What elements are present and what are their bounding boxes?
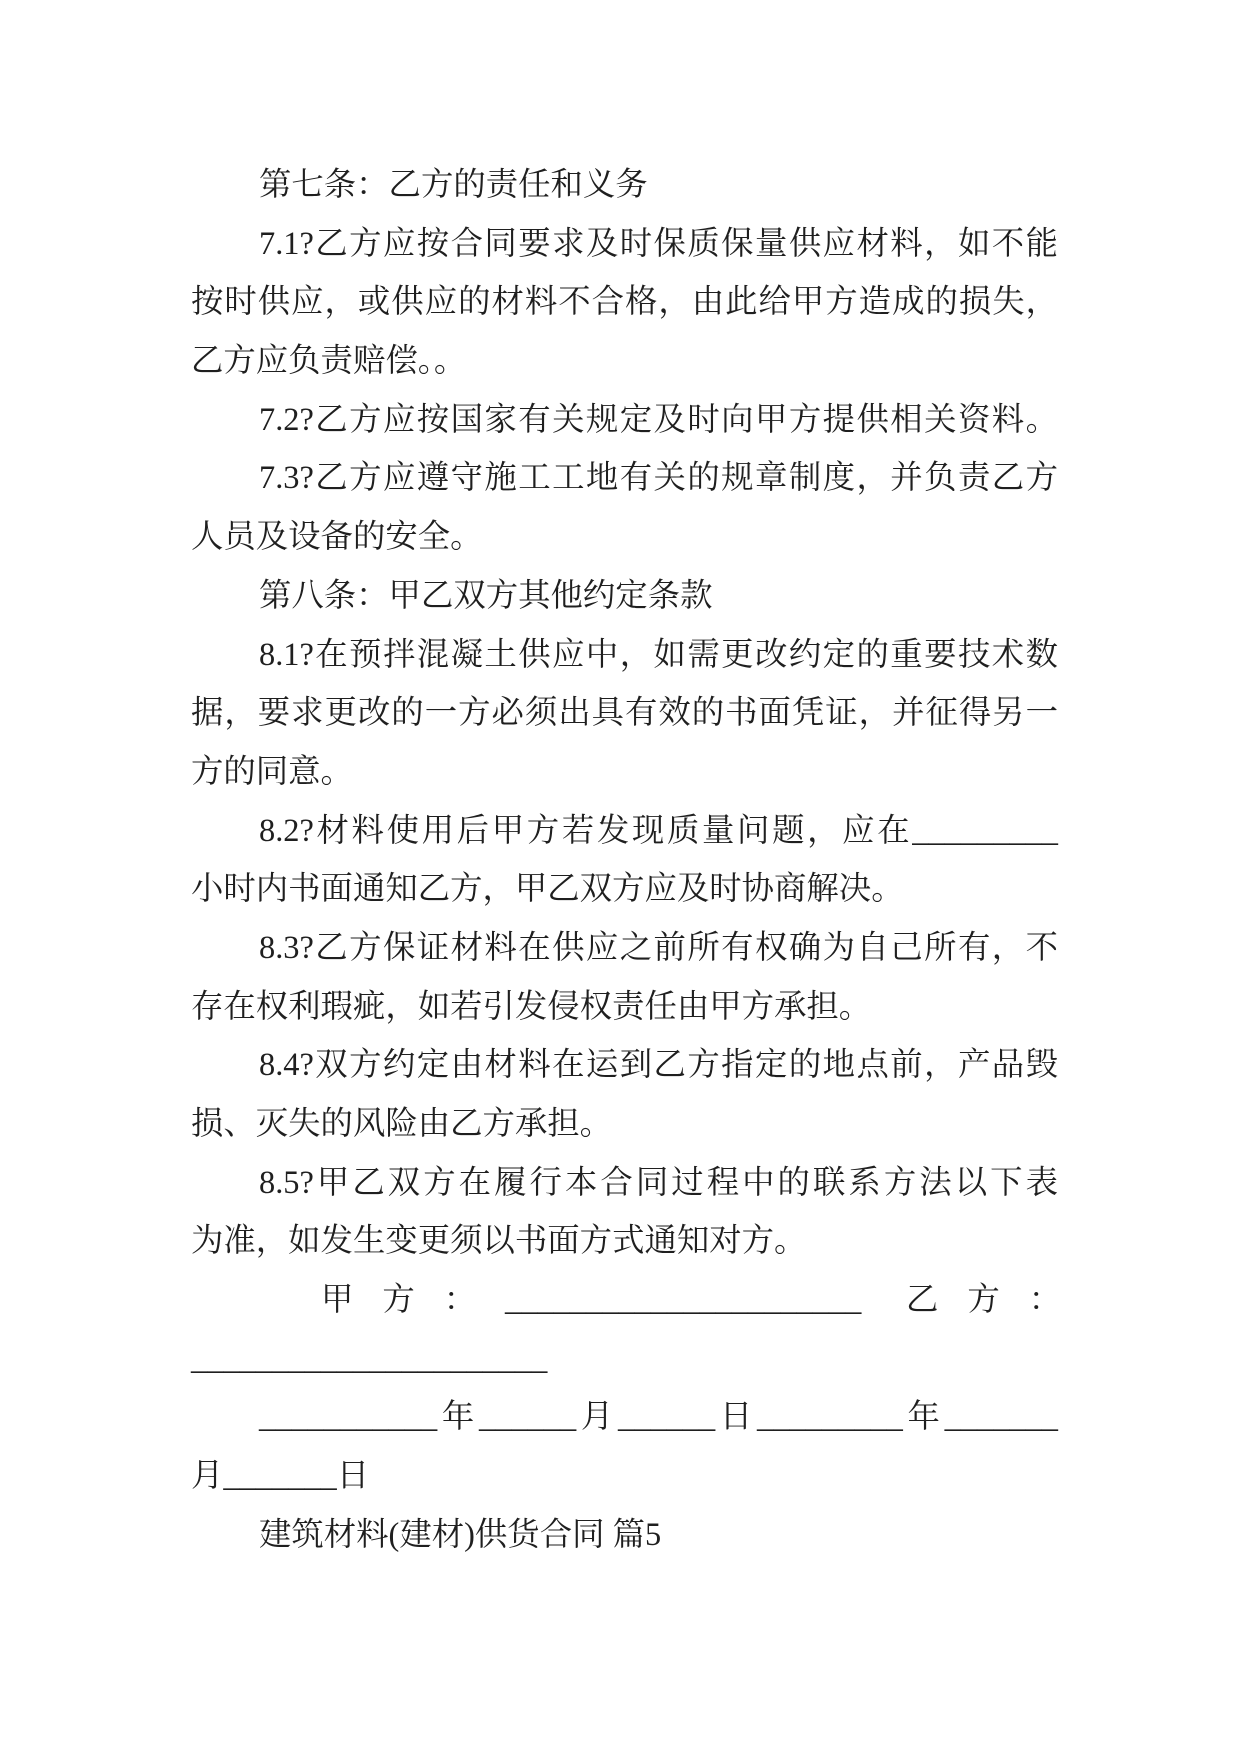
clause-8-3-line-1: 8.3?乙方保证材料在供应之前所有权确为自己所有，不 [259, 929, 1058, 966]
party-b-label: 乙方： [906, 1282, 1091, 1319]
article-8-heading: 第八条：甲乙双方其他约定条款 [259, 577, 713, 614]
clause-8-1-line-3: 方的同意。 [191, 753, 353, 790]
clause-8-3-line-2: 存在权利瑕疵，如若引发侵权责任由甲方承担。 [191, 988, 872, 1025]
clause-8-4-line-1: 8.4?双方约定由材料在运到乙方指定的地点前，产品毁 [259, 1047, 1058, 1084]
clause-7-3-line-1: 7.3?乙方应遵守施工工地有关的规章制度，并负责乙方 [259, 460, 1058, 497]
party-a-signature-blank: ______________________ [505, 1282, 862, 1319]
clause-8-4-line-2: 损、灭失的风险由乙方承担。 [191, 1106, 613, 1142]
clause-7-1-line-2: 按时供应，或供应的材料不合格，由此给甲方造成的损失， [191, 284, 1058, 321]
article-7-heading: 第七条：乙方的责任和义务 [259, 167, 648, 203]
clause-7-3-line-2: 人员及设备的安全。 [191, 519, 483, 556]
date-line-2: 月_______日 [191, 1458, 370, 1495]
clause-7-1-line-3: 乙方应负责赔偿。。 [191, 343, 467, 380]
party-a-label: 甲方： [321, 1282, 506, 1319]
next-section-title: 建筑材料(建材)供货合同 篇5 [259, 1516, 662, 1553]
clause-7-2-line-1: 7.2?乙方应按国家有关规定及时向甲方提供相关资料。 [259, 401, 1058, 438]
clause-8-2-line-2: 小时内书面通知乙方，甲乙双方应及时协商解决。 [191, 871, 904, 908]
clause-7-1-line-1: 7.1?乙方应按合同要求及时保质保量供应材料，如不能 [259, 225, 1058, 262]
document-body [191, 156, 1091, 1565]
clause-8-1-line-2: 据，要求更改的一方必须出具有效的书面凭证，并征得另一 [191, 695, 1058, 732]
clause-8-5-line-1: 8.5?甲乙双方在履行本合同过程中的联系方法以下表 [259, 1164, 1058, 1201]
clause-8-5-line-2: 为准，如发生变更须以书面方式通知对方。 [191, 1223, 807, 1260]
party-b-signature-blank: ______________________ [191, 1340, 548, 1377]
signature-line [191, 1271, 1091, 1330]
clause-8-2-line-1: 8.2?材料使用后甲方若发现质量问题，应在_________ [259, 812, 1058, 849]
date-line-1: ___________年______月______日_________年_______ [259, 1399, 1058, 1436]
clause-8-1-line-1: 8.1?在预拌混凝土供应中，如需更改约定的重要技术数 [259, 636, 1058, 673]
